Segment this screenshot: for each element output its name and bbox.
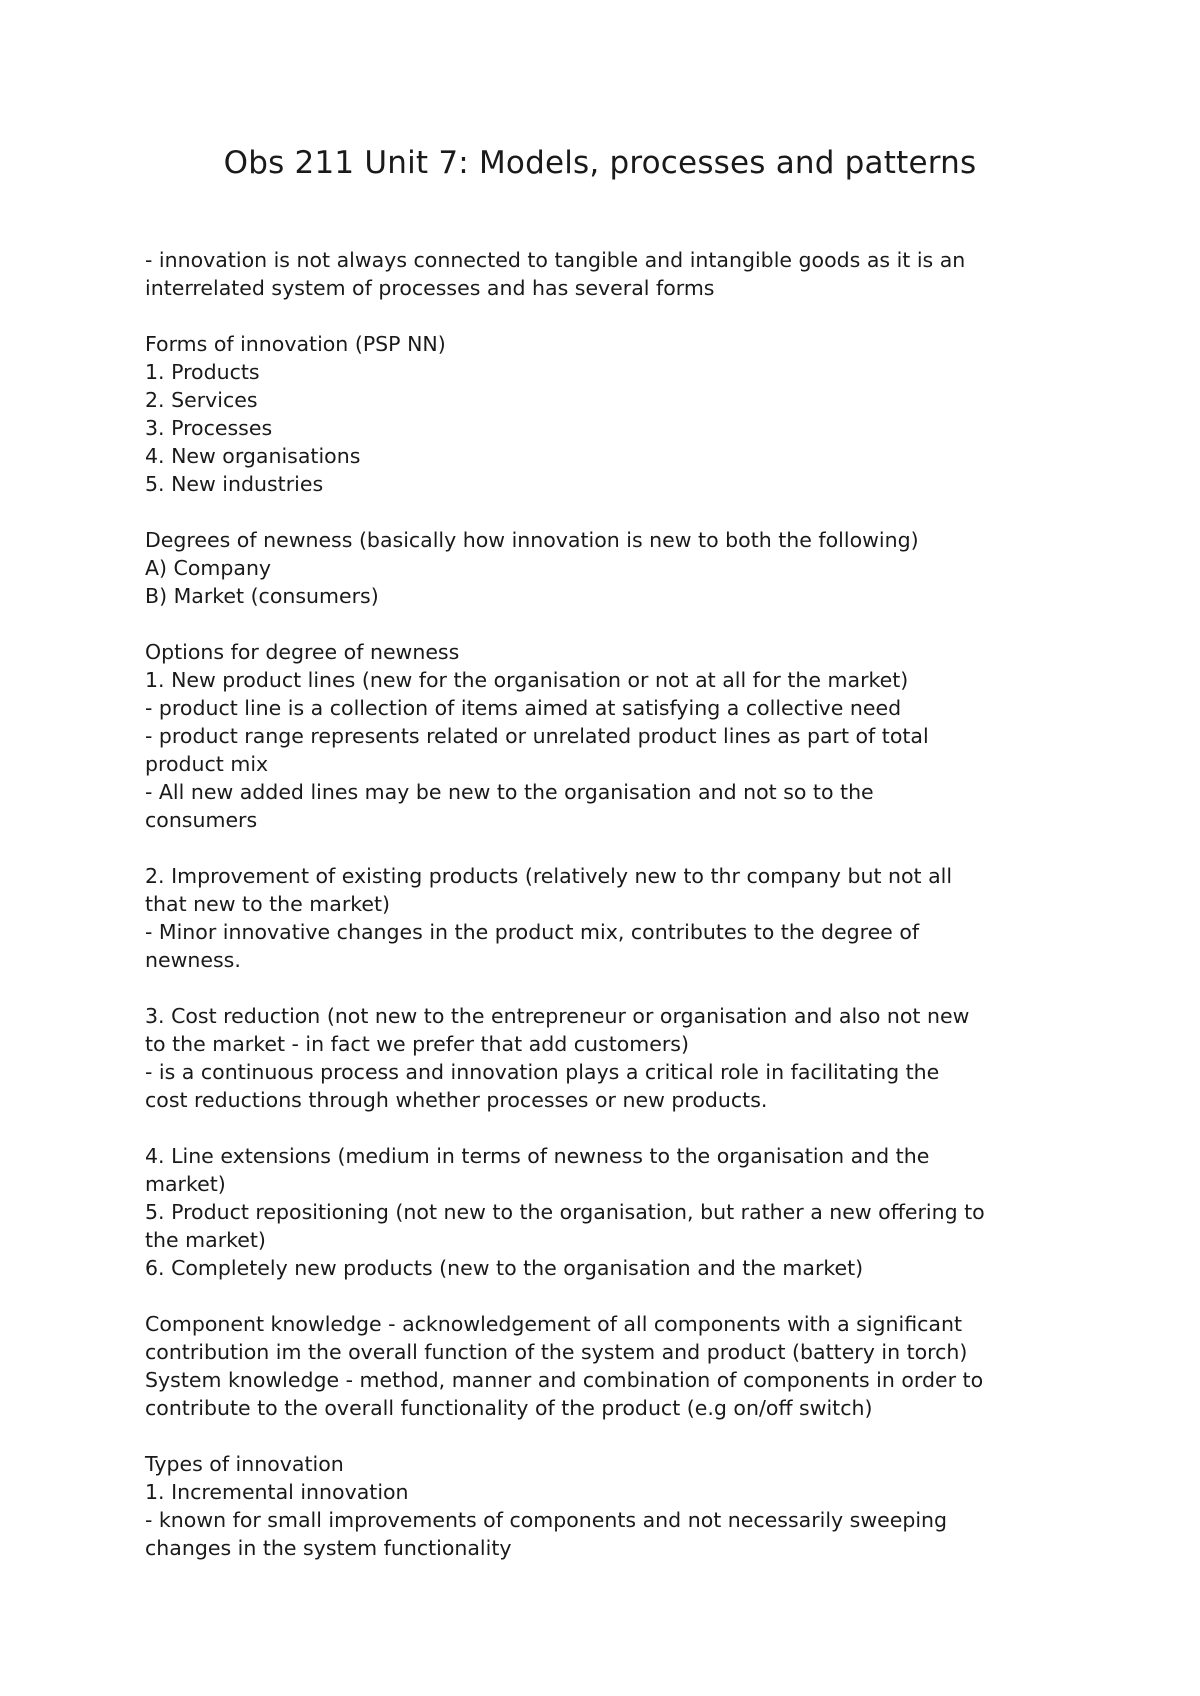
text-line: consumers xyxy=(145,808,258,832)
paragraph-gap xyxy=(145,1282,1085,1310)
paragraph xyxy=(145,638,1085,834)
text-line: 1. New product lines (new for the organisation or not at all for the market) xyxy=(145,668,909,692)
paragraph xyxy=(145,1450,1085,1562)
text-line: - Minor innovative changes in the product mix, contributes to the degree of xyxy=(145,920,920,944)
text-line: Degrees of newness (basically how innovation is new to both the following) xyxy=(145,528,919,552)
paragraph-gap xyxy=(145,1114,1085,1142)
text-line: to the market - in fact we prefer that add customers) xyxy=(145,1032,689,1056)
text-line: newness. xyxy=(145,948,241,972)
paragraph-gap xyxy=(145,974,1085,1002)
paragraph-gap xyxy=(145,1422,1085,1450)
paragraph-gap xyxy=(145,834,1085,862)
paragraph xyxy=(145,1310,1085,1422)
text-line: - is a continuous process and innovation plays a critical role in facilitating the xyxy=(145,1060,940,1084)
text-line: contribution im the overall function of the system and product (battery in torch) xyxy=(145,1340,968,1364)
text-line: System knowledge - method, manner and combination of components in order to xyxy=(145,1368,984,1392)
text-line: 5. New industries xyxy=(145,472,324,496)
paragraph xyxy=(145,330,1085,498)
text-line: 4. Line extensions (medium in terms of newness to the organisation and the xyxy=(145,1144,930,1168)
text-line: - known for small improvements of components and not necessarily sweeping xyxy=(145,1508,948,1532)
page-title: Obs 211 Unit 7: Models, processes and patterns xyxy=(223,145,977,181)
document-body xyxy=(145,246,1085,1562)
paragraph xyxy=(145,1002,1085,1114)
text-line: 1. Incremental innovation xyxy=(145,1480,409,1504)
text-line: Forms of innovation (PSP NN) xyxy=(145,332,446,356)
paragraph xyxy=(145,862,1085,974)
text-line: that new to the market) xyxy=(145,892,391,916)
text-line: Options for degree of newness xyxy=(145,640,460,664)
text-line: 6. Completely new products (new to the organisation and the market) xyxy=(145,1256,864,1280)
text-line: Types of innovation xyxy=(145,1452,344,1476)
text-line: Component knowledge - acknowledgement of all components with a significant xyxy=(145,1312,963,1336)
text-line: B) Market (consumers) xyxy=(145,584,379,608)
text-line: 2. Services xyxy=(145,388,258,412)
text-line: market) xyxy=(145,1172,226,1196)
text-line: 3. Cost reduction (not new to the entrepreneur or organisation and also not new xyxy=(145,1004,970,1028)
text-line: 3. Processes xyxy=(145,416,273,440)
text-line: - innovation is not always connected to tangible and intangible goods as it is an xyxy=(145,248,966,272)
paragraph-gap xyxy=(145,498,1085,526)
text-line: changes in the system functionality xyxy=(145,1536,512,1560)
paragraph-gap xyxy=(145,302,1085,330)
text-line: A) Company xyxy=(145,556,272,580)
paragraph xyxy=(145,526,1085,610)
text-line: cost reductions through whether processes or new products. xyxy=(145,1088,768,1112)
paragraph xyxy=(145,1142,1085,1282)
text-line: 2. Improvement of existing products (relatively new to thr company but not all xyxy=(145,864,953,888)
text-line: product mix xyxy=(145,752,269,776)
text-line: 4. New organisations xyxy=(145,444,361,468)
paragraph xyxy=(145,246,1085,302)
text-line: contribute to the overall functionality of the product (e.g on/off switch) xyxy=(145,1396,873,1420)
text-line: - product range represents related or unrelated product lines as part of total xyxy=(145,724,929,748)
text-line: - All new added lines may be new to the organisation and not so to the xyxy=(145,780,874,804)
text-line: 5. Product repositioning (not new to the organisation, but rather a new offering to xyxy=(145,1200,985,1224)
paragraph-gap xyxy=(145,610,1085,638)
text-line: - product line is a collection of items aimed at satisfying a collective need xyxy=(145,696,902,720)
text-line: the market) xyxy=(145,1228,266,1252)
text-line: 1. Products xyxy=(145,360,260,384)
text-line: interrelated system of processes and has several forms xyxy=(145,276,715,300)
